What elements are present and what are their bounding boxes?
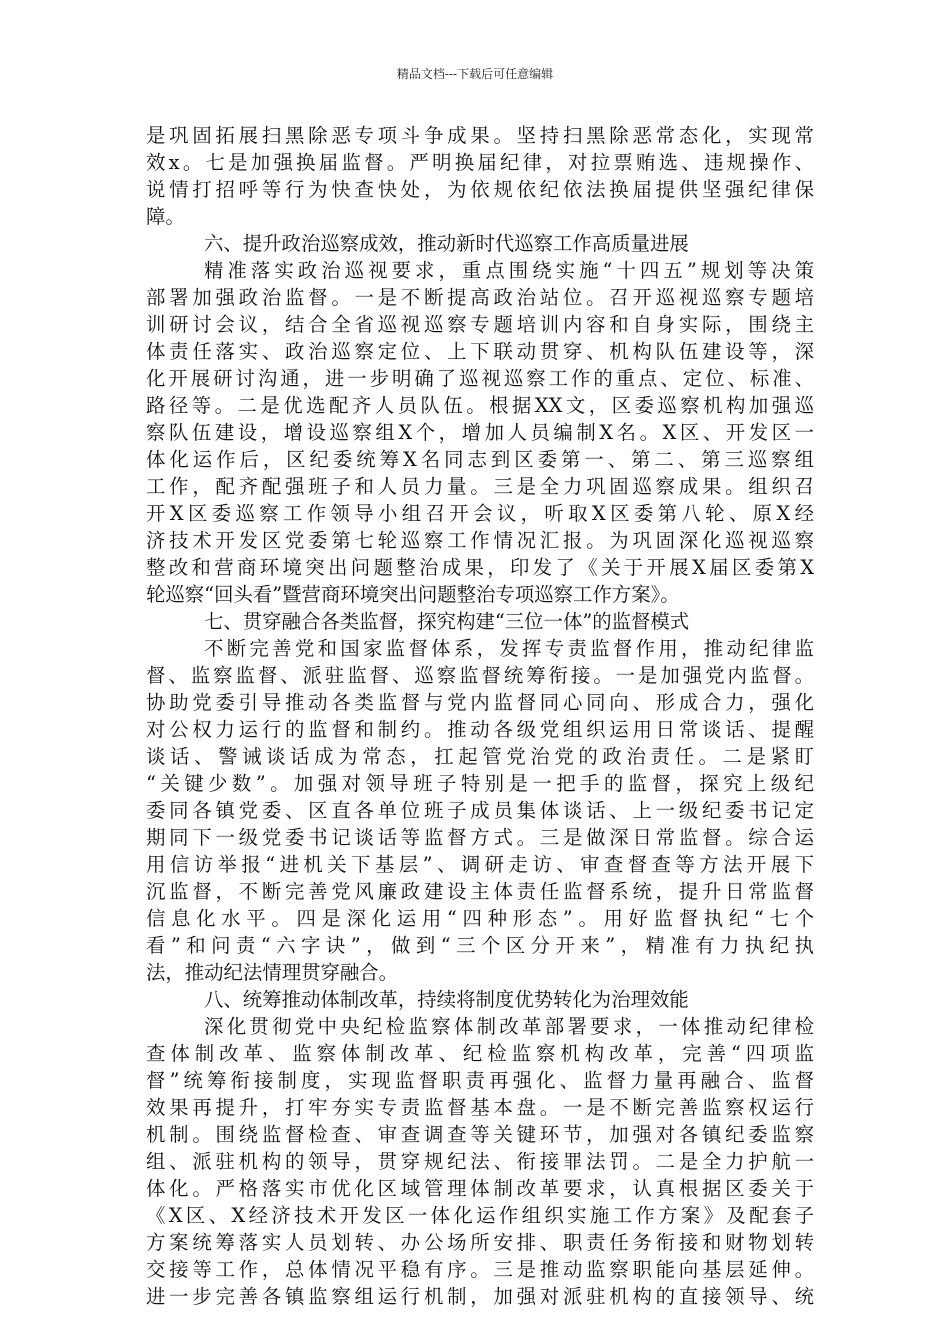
- text-line: 督”统筹衔接制度，实现监督职责再强化、监督力量再融合、监督: [146, 1069, 814, 1092]
- text-line: 轮巡察“回头看”暨营商环境突出问题整治专项巡察工作方案》。: [146, 583, 680, 606]
- text-line: 组、派驻机构的领导，贯穿规纪法、衔接罪法罚。二是全力护航一: [146, 1150, 814, 1173]
- text-line: 督、监察监督、派驻监督、巡察监督统筹衔接。一是加强党内监督。: [146, 664, 814, 687]
- text-line: 效果再提升，打牢夯实专责监督基本盘。一是不断完善监察权运行: [146, 1096, 814, 1119]
- text-line: 体责任落实、政治巡察定位、上下联动贯穿、机构队伍建设等，深: [146, 340, 814, 363]
- text-line: 交接等工作，总体情况平稳有序。三是推动监察职能向基层延伸。: [146, 1258, 814, 1281]
- text-line: 说情打招呼等行为快查快处，为依规依纪依法换届提供坚强纪律保: [146, 178, 814, 201]
- text-line: 看”和问责“六字诀”，做到“三个区分开来”，精准有力执纪执: [146, 934, 814, 957]
- page-header: 精品文档---下载后可任意编辑: [396, 67, 554, 81]
- text-line: 不断完善党和国家监督体系，发挥专责监督作用，推动纪律监: [204, 637, 814, 660]
- text-line: 协助党委引导推动各类监督与党内监督同心同向、形成合力，强化: [146, 691, 814, 714]
- section-heading: 六、提升政治巡察成效，推动新时代巡察工作高质量进展: [204, 232, 689, 255]
- text-line: 体化运作后，区纪委统筹X名同志到区委第一、第二、第三巡察组: [146, 448, 814, 471]
- text-line: 济技术开发区党委第七轮巡察工作情况汇报。为巩固深化巡视巡察: [146, 529, 814, 552]
- text-line: 《X区、X经济技术开发区一体化运作组织实施工作方案》及配套子: [146, 1204, 814, 1227]
- text-line: “关键少数”。加强对领导班子特别是一把手的监督，探究上级纪: [146, 772, 814, 795]
- text-line: 是巩固拓展扫黑除恶专项斗争成果。坚持扫黑除恶常态化，实现常: [146, 124, 814, 147]
- text-line: 察队伍建设，增设巡察组X个，增加人员编制X名。X区、开发区一: [146, 421, 814, 444]
- text-line: 沉监督，不断完善党风廉政建设主体责任监督系统，提升日常监督: [146, 880, 814, 903]
- text-line: 障。: [146, 205, 185, 228]
- text-line: 谈话、警诫谈话成为常态，扛起管党治党的政治责任。二是紧盯: [146, 745, 814, 768]
- text-line: 效x。七是加强换届监督。严明换届纪律，对拉票贿选、违规操作、: [146, 151, 814, 174]
- text-line: 查体制改革、监察体制改革、纪检监察机构改革，完善“四项监: [146, 1042, 814, 1065]
- text-line: 训研讨会议，结合全省巡视巡察专题培训内容和自身实际，围绕主: [146, 313, 814, 336]
- text-line: 方案统筹落实人员划转、办公场所安排、职责任务衔接和财物划转: [146, 1231, 814, 1254]
- text-line: 整改和营商环境突出问题整治成果，印发了《关于开展X届区委第X: [146, 556, 814, 579]
- text-line: 对公权力运行的监督和制约。推动各级党组织运用日常谈话、提醒: [146, 718, 814, 741]
- text-line: 化开展研讨沟通，进一步明确了巡视巡察工作的重点、定位、标准、: [146, 367, 814, 390]
- text-line: 路径等。二是优选配齐人员队伍。根据XX文，区委巡察机构加强巡: [146, 394, 814, 417]
- text-line: 信息化水平。四是深化运用“四种形态”。用好监督执纪“七个: [146, 907, 814, 930]
- text-line: 精准落实政治巡视要求，重点围绕实施“十四五”规划等决策: [204, 259, 814, 282]
- text-line: 深化贯彻党中央纪检监察体制改革部署要求，一体推动纪律检: [204, 1015, 814, 1038]
- text-line: 用信访举报“进机关下基层”、调研走访、审查督查等方法开展下: [146, 853, 814, 876]
- text-line: 进一步完善各镇监察组运行机制，加强对派驻机构的直接领导、统: [146, 1285, 814, 1308]
- text-line: 委同各镇党委、区直各单位班子成员集体谈话、上一级纪委书记定: [146, 799, 814, 822]
- text-line: 工作，配齐配强班子和人员力量。三是全力巩固巡察成果。组织召: [146, 475, 814, 498]
- text-line: 法，推动纪法情理贯穿融合。: [146, 961, 399, 984]
- text-line: 机制。围绕监督检查、审查调查等关键环节，加强对各镇纪委监察: [146, 1123, 814, 1146]
- text-line: 体化。严格落实市优化区域管理体制改革要求，认真根据区委关于: [146, 1177, 814, 1200]
- section-heading: 七、贯穿融合各类监督，探究构建“三位一体”的监督模式: [204, 610, 690, 633]
- text-line: 部署加强政治监督。一是不断提高政治站位。召开巡视巡察专题培: [146, 286, 814, 309]
- text-line: 期同下一级党委书记谈话等监督方式。三是做深日常监督。综合运: [146, 826, 814, 849]
- text-line: 开X区委巡察工作领导小组召开会议，听取X区委第八轮、原X经: [146, 502, 814, 525]
- section-heading: 八、统筹推动体制改革，持续将制度优势转化为治理效能: [204, 988, 689, 1011]
- document-body: [146, 122, 814, 1310]
